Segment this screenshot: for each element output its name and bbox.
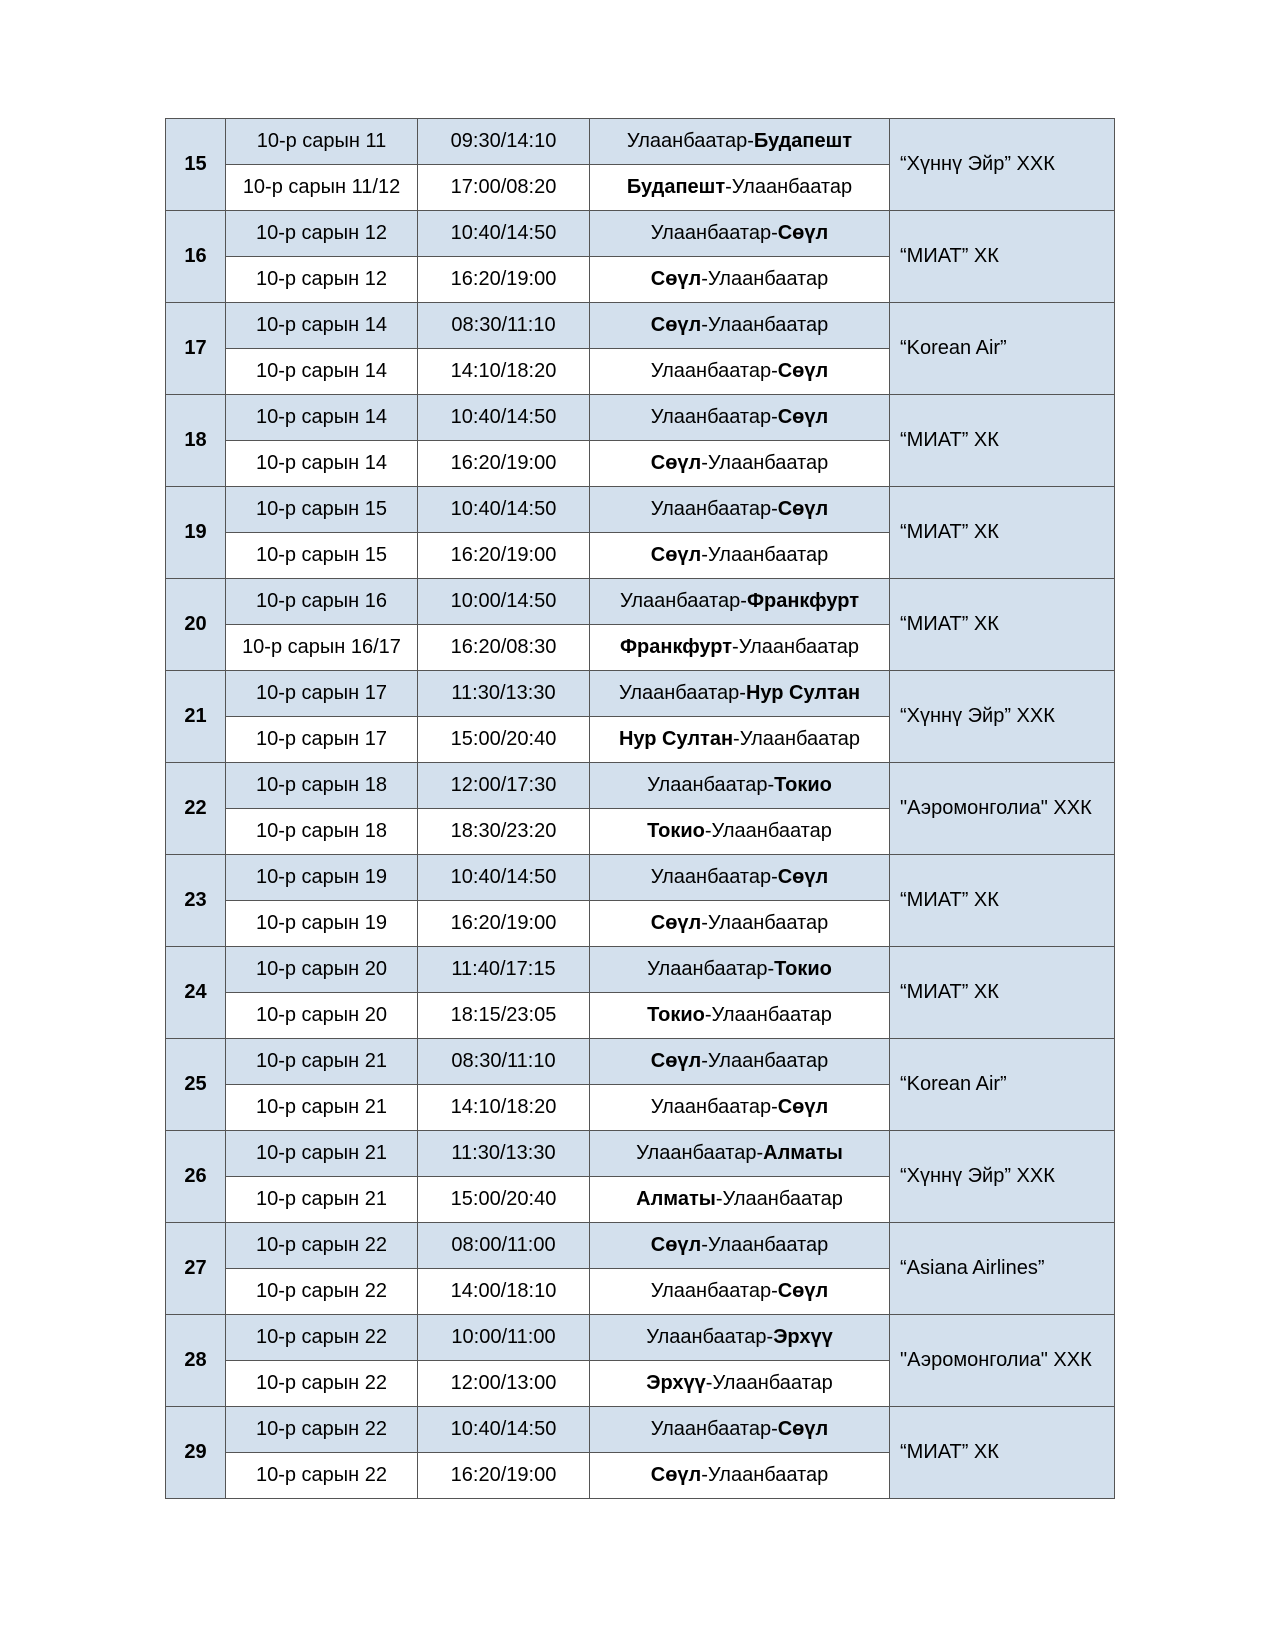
airline-name: “Хүннү Эйр” ХХК <box>890 671 1115 763</box>
flight-route <box>590 1223 890 1269</box>
flight-route <box>590 533 890 579</box>
flight-route <box>590 1269 890 1315</box>
row-number: 26 <box>166 1131 226 1223</box>
airline-name: “МИАТ” ХК <box>890 579 1115 671</box>
flight-route <box>590 1177 890 1223</box>
route-part: Улаанбаатар- <box>650 222 778 244</box>
row-number: 28 <box>166 1315 226 1407</box>
row-number: 25 <box>166 1039 226 1131</box>
flight-route <box>590 395 890 441</box>
route-part: Улаанбаатар- <box>650 866 778 888</box>
flight-route <box>590 165 890 211</box>
flight-date: 10-р сарын 12 <box>226 257 418 303</box>
flight-time: 16:20/19:00 <box>418 257 590 303</box>
row-number: 21 <box>166 671 226 763</box>
route-part: -Улаанбаатар <box>701 1050 829 1072</box>
flight-route <box>590 1131 890 1177</box>
airline-name: “МИАТ” ХК <box>890 1407 1115 1499</box>
route-part: -Улаанбаатар <box>704 820 832 842</box>
table-row <box>166 1223 1115 1269</box>
flight-route <box>590 487 890 533</box>
row-number: 23 <box>166 855 226 947</box>
route-part: Сөүл <box>777 1096 829 1118</box>
flight-date: 10-р сарын 17 <box>226 671 418 717</box>
table-row <box>166 211 1115 257</box>
route-part: Сөүл <box>650 268 702 290</box>
row-number: 15 <box>166 119 226 211</box>
route-part: Улаанбаатар- <box>647 958 775 980</box>
flight-time: 10:00/14:50 <box>418 579 590 625</box>
flight-route <box>590 993 890 1039</box>
flight-route <box>590 257 890 303</box>
row-number: 29 <box>166 1407 226 1499</box>
table-row <box>166 947 1115 993</box>
airline-name: “МИАТ” ХК <box>890 211 1115 303</box>
route-part: Улаанбаатар- <box>626 130 754 152</box>
table-row <box>166 1407 1115 1453</box>
table-row <box>166 1315 1115 1361</box>
flight-time: 16:20/19:00 <box>418 901 590 947</box>
flight-date: 10-р сарын 22 <box>226 1315 418 1361</box>
route-part: -Улаанбаатар <box>701 1234 829 1256</box>
route-part: -Улаанбаатар <box>701 314 829 336</box>
route-part: Улаанбаатар- <box>636 1142 764 1164</box>
flight-date: 10-р сарын 22 <box>226 1453 418 1499</box>
flight-route <box>590 441 890 487</box>
route-part: -Улаанбаатар <box>701 544 829 566</box>
route-part: Франкфурт <box>619 636 733 658</box>
route-part: Сөүл <box>650 452 702 474</box>
flight-route <box>590 579 890 625</box>
flight-time: 08:30/11:10 <box>418 1039 590 1085</box>
route-part: -Улаанбаатар <box>725 176 853 198</box>
airline-name: "Аэромонголиа" ХХК <box>890 1315 1115 1407</box>
route-part: Нур Султан <box>745 682 861 704</box>
airline-name: “МИАТ” ХК <box>890 487 1115 579</box>
row-number: 16 <box>166 211 226 303</box>
route-part: Эрхүү <box>773 1326 833 1348</box>
flight-time: 14:10/18:20 <box>418 349 590 395</box>
route-part: -Улаанбаатар <box>701 452 829 474</box>
route-part: Токио <box>774 774 832 796</box>
flight-date: 10-р сарын 15 <box>226 487 418 533</box>
flight-time: 09:30/14:10 <box>418 119 590 165</box>
route-part: Сөүл <box>777 498 829 520</box>
flight-date: 10-р сарын 16/17 <box>226 625 418 671</box>
route-part: Улаанбаатар- <box>650 406 778 428</box>
row-number: 19 <box>166 487 226 579</box>
route-part: Эрхүү <box>646 1372 706 1394</box>
flight-time: 18:15/23:05 <box>418 993 590 1039</box>
table-row <box>166 579 1115 625</box>
row-number: 18 <box>166 395 226 487</box>
route-part: Улаанбаатар- <box>650 1096 778 1118</box>
airline-name: "Аэромонголиа" ХХК <box>890 763 1115 855</box>
flight-schedule-body <box>166 119 1115 1499</box>
route-part: Сөүл <box>777 360 829 382</box>
flight-time: 12:00/17:30 <box>418 763 590 809</box>
flight-date: 10-р сарын 14 <box>226 395 418 441</box>
flight-time: 15:00/20:40 <box>418 717 590 763</box>
airline-name: “Хүннү Эйр” ХХК <box>890 119 1115 211</box>
route-part: Улаанбаатар- <box>618 682 746 704</box>
table-row <box>166 303 1115 349</box>
route-part: -Улаанбаатар <box>733 728 861 750</box>
route-part: Нур Султан <box>618 728 734 750</box>
route-part: -Улаанбаатар <box>701 1464 829 1486</box>
flight-route <box>590 947 890 993</box>
route-part: Улаанбаатар- <box>650 360 778 382</box>
flight-route <box>590 809 890 855</box>
airline-name: “МИАТ” ХК <box>890 855 1115 947</box>
flight-route <box>590 717 890 763</box>
route-part: Токио <box>774 958 832 980</box>
table-row <box>166 671 1115 717</box>
flight-time: 15:00/20:40 <box>418 1177 590 1223</box>
flight-time: 18:30/23:20 <box>418 809 590 855</box>
route-part: Сөүл <box>777 222 829 244</box>
flight-time: 16:20/08:30 <box>418 625 590 671</box>
row-number: 20 <box>166 579 226 671</box>
route-part: Улаанбаатар- <box>650 1280 778 1302</box>
flight-route <box>590 855 890 901</box>
flight-time: 14:00/18:10 <box>418 1269 590 1315</box>
row-number: 22 <box>166 763 226 855</box>
flight-date: 10-р сарын 21 <box>226 1085 418 1131</box>
route-part: Франкфурт <box>746 590 860 612</box>
route-part: -Улаанбаатар <box>704 1004 832 1026</box>
table-row <box>166 855 1115 901</box>
flight-route <box>590 303 890 349</box>
flight-route <box>590 1085 890 1131</box>
flight-date: 10-р сарын 18 <box>226 809 418 855</box>
flight-date: 10-р сарын 17 <box>226 717 418 763</box>
route-part: -Улаанбаатар <box>701 268 829 290</box>
flight-date: 10-р сарын 11/12 <box>226 165 418 211</box>
route-part: Сөүл <box>777 866 829 888</box>
airline-name: “Asiana Airlines” <box>890 1223 1115 1315</box>
flight-date: 10-р сарын 22 <box>226 1269 418 1315</box>
flight-date: 10-р сарын 11 <box>226 119 418 165</box>
flight-date: 10-р сарын 21 <box>226 1131 418 1177</box>
flight-time: 10:40/14:50 <box>418 855 590 901</box>
airline-name: “МИАТ” ХК <box>890 395 1115 487</box>
route-part: Алматы <box>763 1142 843 1164</box>
flight-date: 10-р сарын 22 <box>226 1407 418 1453</box>
route-part: -Улаанбаатар <box>715 1188 843 1210</box>
route-part: Улаанбаатар- <box>650 498 778 520</box>
flight-route <box>590 1315 890 1361</box>
flight-date: 10-р сарын 19 <box>226 855 418 901</box>
flight-route <box>590 763 890 809</box>
flight-route <box>590 1407 890 1453</box>
route-part: Улаанбаатар- <box>647 774 775 796</box>
route-part: Сөүл <box>650 912 702 934</box>
flight-time: 10:40/14:50 <box>418 395 590 441</box>
route-part: Сөүл <box>650 1050 702 1072</box>
flight-time: 10:40/14:50 <box>418 487 590 533</box>
route-part: Улаанбаатар- <box>650 1418 778 1440</box>
flight-date: 10-р сарын 15 <box>226 533 418 579</box>
table-row <box>166 1039 1115 1085</box>
route-part: Будапешт <box>626 176 726 198</box>
flight-date: 10-р сарын 21 <box>226 1177 418 1223</box>
route-part: Сөүл <box>650 1464 702 1486</box>
flight-date: 10-р сарын 14 <box>226 349 418 395</box>
route-part: -Улаанбаатар <box>705 1372 833 1394</box>
flight-route <box>590 1453 890 1499</box>
table-row <box>166 1131 1115 1177</box>
flight-time: 10:40/14:50 <box>418 211 590 257</box>
route-part: Улаанбаатар- <box>646 1326 774 1348</box>
route-part: Токио <box>647 1004 705 1026</box>
row-number: 27 <box>166 1223 226 1315</box>
route-part: Сөүл <box>777 1418 829 1440</box>
table-row <box>166 487 1115 533</box>
flight-route <box>590 625 890 671</box>
flight-date: 10-р сарын 21 <box>226 1039 418 1085</box>
airline-name: “Korean Air” <box>890 303 1115 395</box>
flight-route <box>590 211 890 257</box>
flight-time: 08:00/11:00 <box>418 1223 590 1269</box>
flight-time: 11:30/13:30 <box>418 671 590 717</box>
airline-name: “МИАТ” ХК <box>890 947 1115 1039</box>
flight-time: 11:30/13:30 <box>418 1131 590 1177</box>
route-part: -Улаанбаатар <box>732 636 860 658</box>
route-part: Сөүл <box>650 1234 702 1256</box>
flight-date: 10-р сарын 12 <box>226 211 418 257</box>
flight-time: 10:00/11:00 <box>418 1315 590 1361</box>
flight-time: 17:00/08:20 <box>418 165 590 211</box>
flight-time: 12:00/13:00 <box>418 1361 590 1407</box>
flight-date: 10-р сарын 20 <box>226 993 418 1039</box>
flight-time: 14:10/18:20 <box>418 1085 590 1131</box>
flight-time: 08:30/11:10 <box>418 303 590 349</box>
flight-route <box>590 1039 890 1085</box>
flight-time: 16:20/19:00 <box>418 441 590 487</box>
route-part: Алматы <box>636 1188 716 1210</box>
flight-date: 10-р сарын 14 <box>226 441 418 487</box>
flight-date: 10-р сарын 22 <box>226 1361 418 1407</box>
row-number: 17 <box>166 303 226 395</box>
row-number: 24 <box>166 947 226 1039</box>
route-part: Будапешт <box>753 130 853 152</box>
flight-schedule-table <box>165 118 1115 1499</box>
route-part: Улаанбаатар- <box>619 590 747 612</box>
flight-date: 10-р сарын 18 <box>226 763 418 809</box>
flight-time: 11:40/17:15 <box>418 947 590 993</box>
table-row <box>166 763 1115 809</box>
route-part: Сөүл <box>650 314 702 336</box>
flight-time: 10:40/14:50 <box>418 1407 590 1453</box>
airline-name: “Korean Air” <box>890 1039 1115 1131</box>
route-part: Сөүл <box>777 1280 829 1302</box>
flight-date: 10-р сарын 14 <box>226 303 418 349</box>
table-row <box>166 119 1115 165</box>
flight-time: 16:20/19:00 <box>418 533 590 579</box>
flight-route <box>590 1361 890 1407</box>
route-part: Сөүл <box>650 544 702 566</box>
flight-route <box>590 671 890 717</box>
flight-time: 16:20/19:00 <box>418 1453 590 1499</box>
flight-route <box>590 349 890 395</box>
flight-date: 10-р сарын 19 <box>226 901 418 947</box>
route-part: -Улаанбаатар <box>701 912 829 934</box>
flight-date: 10-р сарын 20 <box>226 947 418 993</box>
flight-route <box>590 119 890 165</box>
table-row <box>166 395 1115 441</box>
route-part: Сөүл <box>777 406 829 428</box>
airline-name: “Хүннү Эйр” ХХК <box>890 1131 1115 1223</box>
flight-route <box>590 901 890 947</box>
route-part: Токио <box>647 820 705 842</box>
flight-date: 10-р сарын 16 <box>226 579 418 625</box>
flight-date: 10-р сарын 22 <box>226 1223 418 1269</box>
